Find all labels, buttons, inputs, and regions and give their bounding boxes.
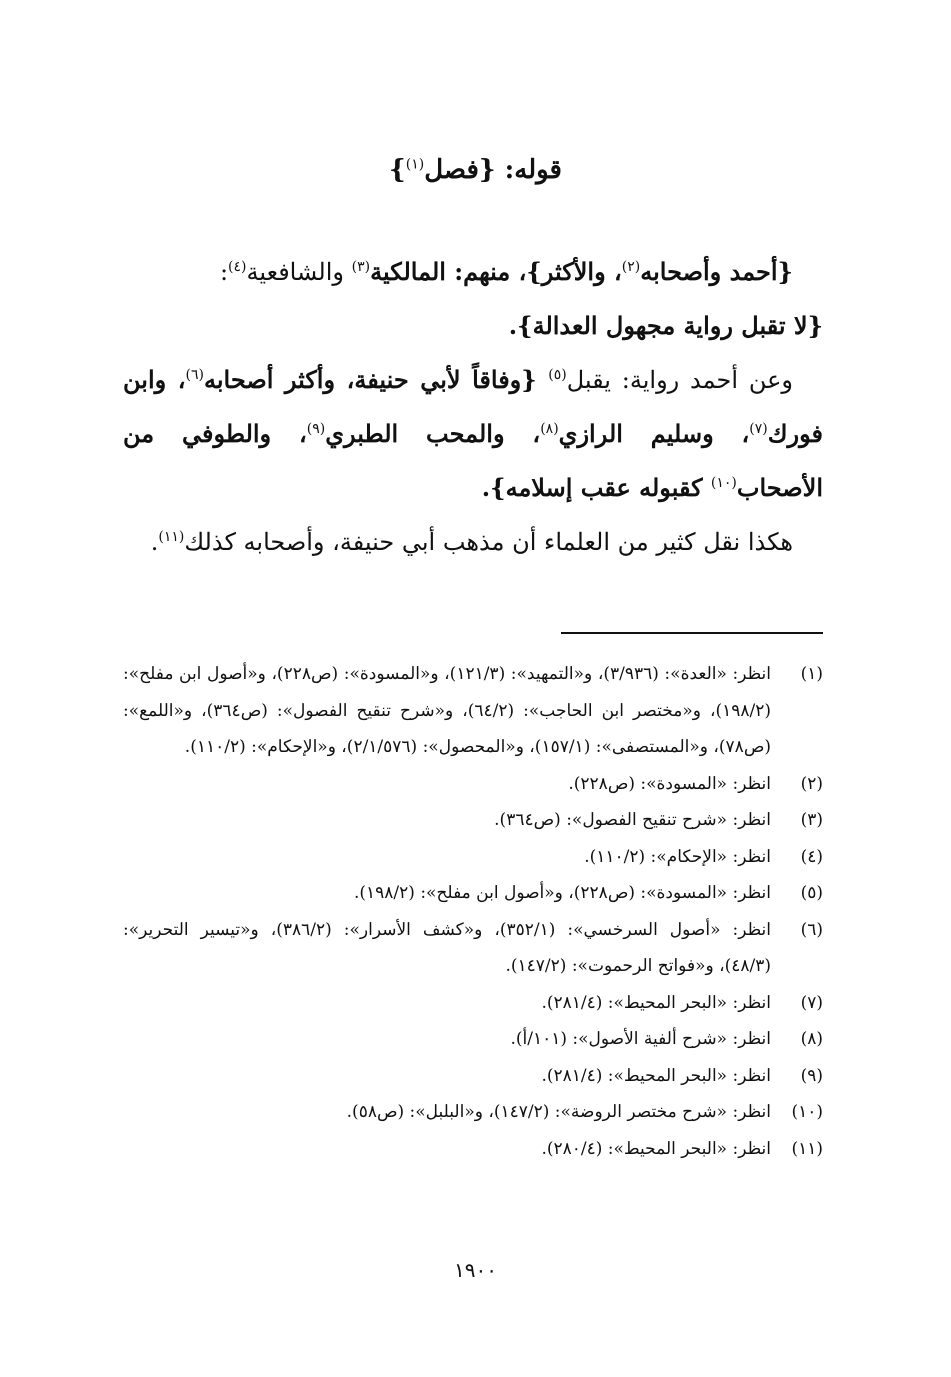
footnote-number: (١١) bbox=[791, 1138, 823, 1159]
p3-text-2: . bbox=[150, 528, 159, 556]
p2-text-4: ، وسليم الرازي bbox=[558, 419, 750, 448]
footnote-4 bbox=[123, 839, 823, 876]
page-number: ١٩٠٠ bbox=[454, 1258, 497, 1282]
footnote-number: (٤) bbox=[800, 846, 823, 867]
footnote-8 bbox=[123, 1021, 823, 1058]
p1-text-2: ، والأكثر}، منهم: المالكية bbox=[370, 257, 622, 286]
footnote-number: (٨) bbox=[800, 1029, 823, 1049]
footnote-number: (٦) bbox=[800, 919, 823, 940]
footnote-ref-3: (٣) bbox=[351, 259, 371, 275]
footnotes bbox=[123, 656, 823, 1167]
footnote-2 bbox=[123, 766, 823, 803]
paragraph-3 bbox=[123, 515, 823, 569]
p1-text-1: {أحمد وأصحابه bbox=[640, 257, 793, 286]
footnote-number: (١٠) bbox=[791, 1102, 823, 1122]
footnote-ref-8: (٨) bbox=[540, 421, 559, 437]
main-text bbox=[123, 245, 823, 569]
footnote-number: (٥) bbox=[800, 883, 823, 903]
heading-close: } bbox=[389, 155, 406, 185]
footnote-number: (٧) bbox=[800, 992, 823, 1013]
footnote-text: انظر: «شرح ألفية الأصول»: (١٠١/أ). bbox=[510, 1029, 771, 1049]
heading-footnote-ref: (١) bbox=[405, 156, 425, 173]
footnote-ref-6: (٦) bbox=[185, 367, 204, 383]
footnote-6 bbox=[123, 912, 823, 985]
footnote-5 bbox=[123, 875, 823, 912]
footnote-separator bbox=[561, 632, 823, 634]
p2-text-5: ، والمحب الطبري bbox=[325, 419, 541, 448]
p2-text-1: وعن أحمد رواية: يقبل bbox=[566, 366, 794, 394]
p1-text-5: {لا تقبل رواية مجهول العدالة}. bbox=[508, 311, 823, 340]
footnote-text: انظر: «الإحكام»: (١١٠/٢). bbox=[584, 846, 771, 867]
p1-text-4: : bbox=[219, 258, 229, 286]
footnote-text: انظر: «المسودة»: (ص٢٢٨)، و«أصول ابن مفلح»: (١٩٨/٢). bbox=[353, 883, 771, 903]
footnote-text: انظر: «البحر المحيط»: (٢٨١/٤). bbox=[541, 992, 771, 1013]
heading-text: قوله: {فصل bbox=[424, 155, 562, 185]
p2-text-6: ، والطوفي من الأصحاب bbox=[123, 419, 823, 502]
section-heading bbox=[0, 150, 951, 190]
footnote-text: انظر: «شرح تنقيح الفصول»: (ص٣٦٤). bbox=[494, 810, 771, 830]
footnote-3 bbox=[123, 802, 823, 839]
paragraph-1 bbox=[123, 245, 823, 353]
footnote-number: (٣) bbox=[800, 810, 823, 830]
footnote-number: (٢) bbox=[800, 773, 823, 794]
footnote-1 bbox=[123, 656, 823, 766]
footnote-text: انظر: «المسودة»: (ص٢٢٨). bbox=[568, 773, 771, 794]
footnote-text: انظر: «البحر المحيط»: (٢٨٠/٤). bbox=[541, 1138, 771, 1159]
p2-text-3: ، وابن فورك bbox=[123, 365, 823, 448]
footnote-9 bbox=[123, 1058, 823, 1095]
footnote-text: انظر: «العدة»: (٣/٩٣٦)، و«التمهيد»: (١٢١/٣)، و«المسودة»: (ص٢٢٨)، و«أصول ابن مفلح»: (١٩٨/٢)، و«مختصر ابن الحاجب»: (٦٤/٢)، و«شرح تنقيح الفصول»: (ص٣٦٤)، و«اللمع»: (ص٧٨)، و«المستصفى»: (١٥٧/١)، و«المحصول»: (٢/١/٥٧٦)، و«الإحكام»: (١١٠/٢). bbox=[123, 664, 771, 757]
p2-text-2: {وفاقاً لأبي حنيفة، وأكثر أصحابه bbox=[203, 365, 549, 394]
footnote-ref-7: (٧) bbox=[749, 421, 768, 437]
footnote-7 bbox=[123, 985, 823, 1022]
footnote-ref-5: (٥) bbox=[548, 367, 567, 383]
p3-text-1: هكذا نقل كثير من العلماء أن مذهب أبي حنيفة، وأصحابه كذلك bbox=[184, 528, 793, 556]
p2-text-7: كقبوله عقب إسلامه}. bbox=[481, 473, 711, 502]
footnote-ref-11: (١١) bbox=[158, 529, 185, 545]
p1-text-3: والشافعية bbox=[246, 258, 352, 286]
footnote-ref-2: (٢) bbox=[621, 259, 641, 275]
paragraph-2 bbox=[123, 353, 823, 515]
footnote-10 bbox=[123, 1094, 823, 1131]
footnote-number: (١) bbox=[800, 664, 823, 684]
footnote-text: انظر: «البحر المحيط»: (٢٨١/٤). bbox=[541, 1065, 771, 1086]
footnote-ref-4: (٤) bbox=[228, 259, 247, 275]
footnote-ref-10: (١٠) bbox=[710, 475, 737, 491]
footnote-11 bbox=[123, 1131, 823, 1168]
footnote-text: انظر: «أصول السرخسي»: (٣٥٢/١)، و«كشف الأسرار»: (٣٨٦/٢)، و«تيسير التحرير»: (٤٨/٣)، و«فواتح الرحموت»: (١٤٧/٢). bbox=[123, 919, 771, 976]
footnote-ref-9: (٩) bbox=[306, 421, 326, 437]
footnote-text: انظر: «شرح مختصر الروضة»: (١٤٧/٢)، و«البلبل»: (ص٥٨). bbox=[346, 1102, 771, 1122]
footnote-number: (٩) bbox=[800, 1065, 823, 1086]
